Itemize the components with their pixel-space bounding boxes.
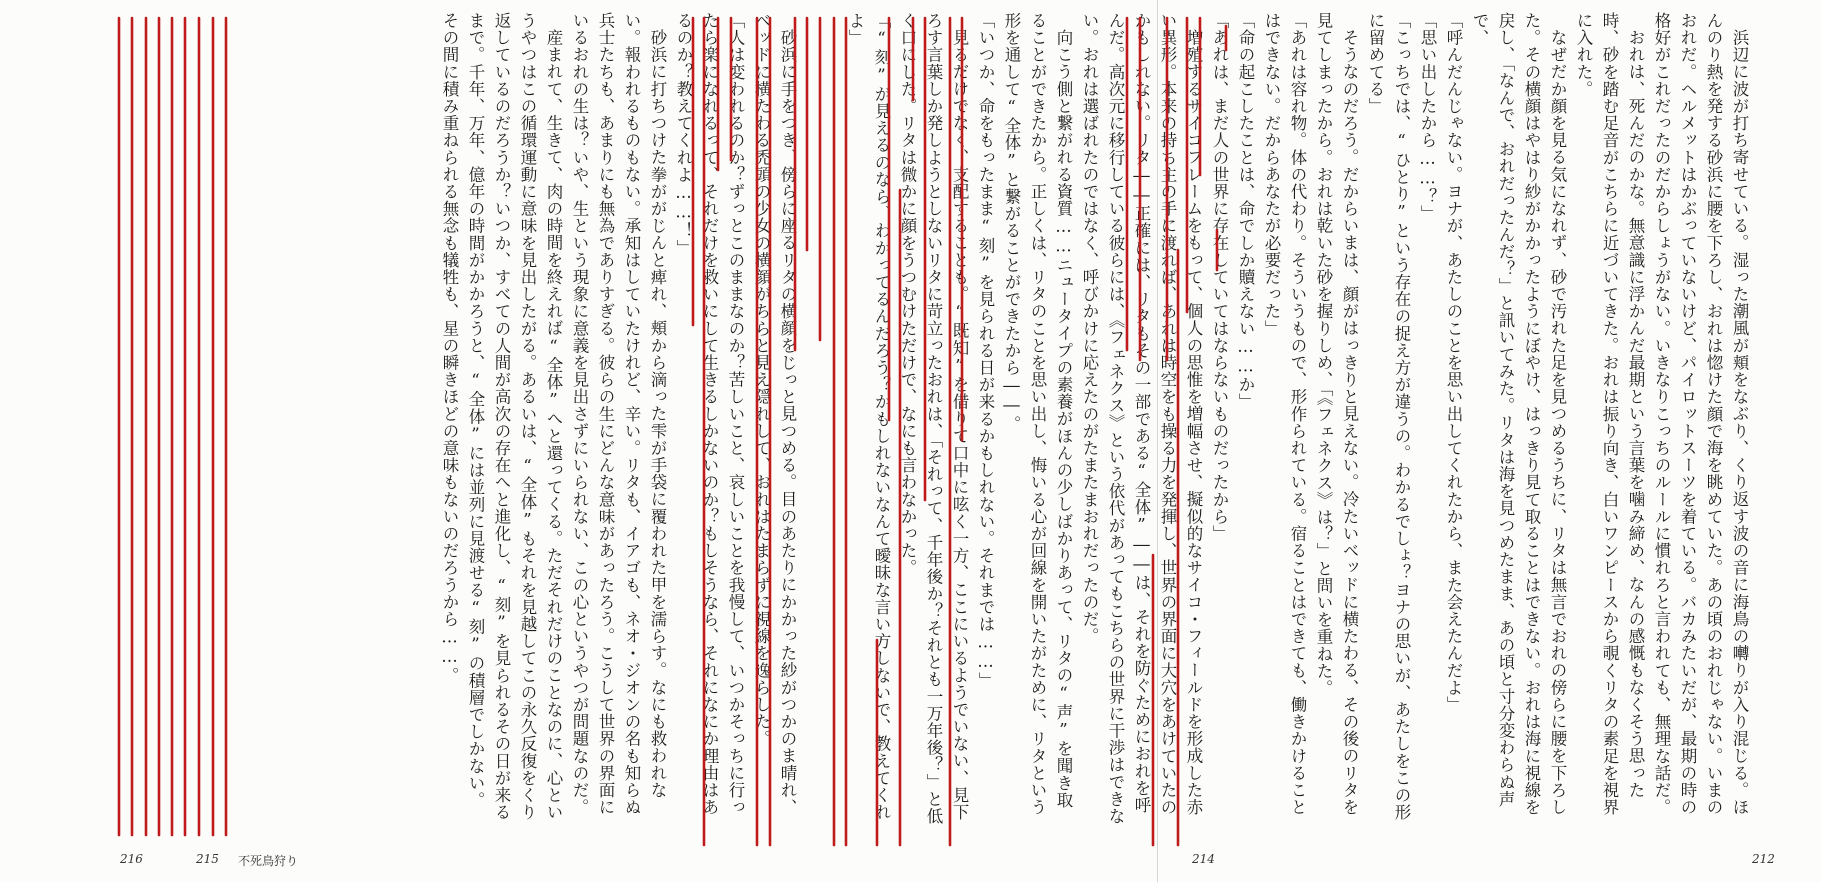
paragraph: 「こっちでは、“ひとり”という存在の捉え方が違うの。わかるでしょ？ヨナの思いが、あたしをこの形に留めてる」 [1366, 12, 1411, 821]
paragraph: 浜辺に波が打ち寄せている。湿った潮風が頬をなぶり、くり返す波の音に海鳥の囀りが入り混じる。ほんのり熱を発する砂浜に腰を下ろし、おれは惚けた顔で海を眺めていた。あの頃のおれじゃない。いまのおれだ。ヘルメットはかぶっていないけど、パイロットスーツを着ている。バカみたいだが、最期の時の格好がこれだったのだからしょうがない。いきなりこっちのルールに慣れろと言われても、無理な話だ。 [1652, 12, 1749, 816]
paragraph: 「呼んだんじゃない。ヨナが、あたしのことを思い出してくれたから、また会えたんだよ」 [1444, 12, 1463, 714]
page-number-212: 212 [1752, 852, 1775, 866]
paragraph: 「あれは、まだ人の世界に存在していてはならないものだったから」 [1210, 12, 1229, 543]
paragraph: 見るだけでなく、支配することも。“既知”を借りて口中に呟く一方、ここにいるようでいない、見下ろす言葉しか発しようとしないリタに苛立ったおれは、「それって、千年後か？それとも一万年後？」と低く口にした。リタは微かに顔をうつむけただけで、なにも言わなかった。 [898, 12, 969, 825]
paragraph: 産まれて、生きて、肉の時間を終えれば“全体”へと還ってくる。ただそれだけのことなのに、心というやつはこの循環運動に意味を見出したがる。あるいは、“全体”もそれを見越してこの永久反復をくり返しているのだろうか？いつか、すべての人間が高次の存在へと進化し、“刻”を見られるその日が来るまで。千年、万年、億年の時間がかかろうと、“全体”には並列に見渡せる“刻”の積層でしかない。その間に積み重ねられる無念も犠牲も、星の瞬きほどの意味もないのだろうから……。 [440, 12, 563, 821]
paragraph: 砂浜に手をつき、傍らに座るリタの横顔をじっと見つめる。目のあたりにかかった紗がつかのま晴れ、ベッドに横たわる禿頭の少女の横顔がちらと見え隠れして、おれはたまらずに視線を逸らした。 [752, 12, 797, 816]
paragraph: そうなのだろう。だからいまは、顔がはっきりと見えない。冷たいベッドに横たわる、その後のリタを見てしまったから。おれは乾いた砂を握りしめ、「《フェネクス》は？」と問いを重ねた。 [1314, 12, 1359, 816]
paragraph: 「いつか、命をもったまま“刻”を見られる日が来るかもしれない。それまでは……」 [976, 12, 995, 689]
paragraph: 「思い出したから……？」 [1418, 12, 1437, 223]
page-number-215: 215 [196, 852, 219, 866]
paragraph: 砂浜に打ちつけた拳ががじんと痺れ、頬から滴った雫が手袋に覆われた甲を濡らす。なにも救われない。報われるものもない。承知はしていたけれど、辛い。リタも、イアゴも、ネオ・ジオンの名も知らぬ兵士たちも、あまりにも無為でありすぎる。彼らの生にどんな意味があったろう。こうして世界の界面にいるおれの生は？いや、生という現象に意義を見出さずにいられない、この心というやつが問題なのだ。 [570, 12, 667, 816]
paragraph: 「命の起こしたことは、命でしか贖えない……か」 [1236, 12, 1255, 411]
paragraph: 「あれは容れ物。体の代わり。そういうもので、形作られている。宿ることはできても、働きかけることはできない。だからあなたが必要だった」 [1262, 12, 1307, 816]
running-title: 不死鳥狩り [238, 854, 299, 868]
paragraph: 「人は変われるのか？ずっとこのままなのか？苦しいこと、哀しいことを我慢して、いつかそっちに行ったら楽になれるって、それだけを救いにして生きるしかないのか？もしそうなら、それになにか理由はあるのか？教えてくれよ……！」 [674, 12, 745, 816]
paragraph: おれは、死んだのかな。無意識に浮かんだ最期という言葉を噛み締め、なんの感慨もなくそう思った時、砂を踏む足音がこちらに近づいてきた。おれは振り向き、白いワンピースから覗くリタの素足を視界に入れた。 [1574, 12, 1645, 816]
paragraph: なぜだか顔を見る気になれず、砂で汚れた足を見つめるうちに、リタは無言でおれの傍らに腰を下ろした。その横顔はやはり紗がかかったようにぼやけ、はっきり見て取ることはできない。おれは海に視線を戻し、「なんで、おれだったんだ？」と訊いてみた。リタは海を見つめたまま、あの頃と寸分変わらぬ声で、 [1470, 12, 1567, 816]
page-number-214: 214 [1192, 852, 1215, 866]
paragraph: 「“刻”が見えるのなら、わかってるんだろう？かもしれないなんて曖昧な言い方しないで、教えてくれよ」 [846, 12, 891, 821]
page-number-216: 216 [120, 852, 143, 866]
left-page-text [240, 10, 800, 825]
right-page-text [846, 10, 1752, 825]
paragraph: 向こう側と繋がれる資質……ニュータイプの素養がほんの少しばかりあって、リタの“声”を聞き取ることができたから。正しくは、リタのことを思い出し、悔いる心が回線を開いたがために、リタという形を通して“全体”と繋がることができたから――。 [1002, 12, 1073, 816]
paragraph: 増殖するサイコフレームをもって、個人の思惟を増幅させ、擬似的なサイコ・フィールドを形成した赤い異形。本来の持ち主の手に渡れば、あれは時空をも操る力を発揮し、世界の界面に大穴をあけていたのかもしれない。リタ――正確には、リタもその一部である“全体”――は、それを防ぐためにおれを呼んだ。高次元に移行している彼らには、《フェネクス》という依代があってもこちらの世界に干渉はできない。おれは選ばれたのではなく、呼びかけに応えたのがたまたまおれだったのだ。 [1080, 12, 1203, 825]
